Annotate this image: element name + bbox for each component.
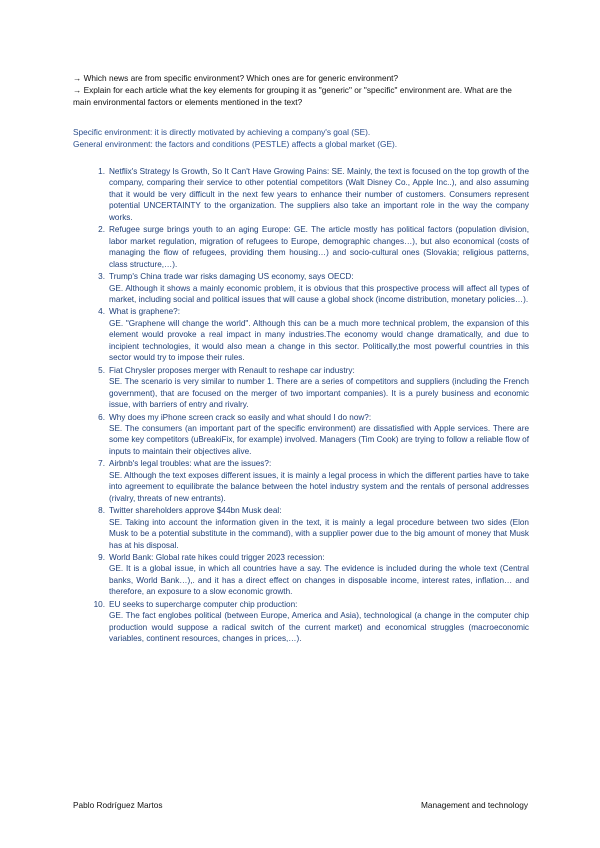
article-headline: EU seeks to supercharge computer chip production:: [109, 599, 298, 609]
list-item: [89, 599, 529, 645]
list-item: [89, 458, 529, 504]
question-1: → Which news are from specific environment? Which ones are for generic environment?: [73, 73, 399, 83]
news-list: [89, 166, 529, 646]
list-item-number: 5.: [98, 365, 105, 375]
list-item-body: [109, 552, 529, 598]
list-item-body: [109, 505, 529, 551]
list-item-number: 4.: [98, 307, 105, 317]
list-item: [89, 365, 529, 411]
definition-specific: Specific environment: it is directly motivated by achieving a company's goal (SE).: [73, 127, 371, 137]
list-item-body: [109, 306, 529, 363]
article-analysis: Netflix's Strategy Is Growth, So It Can't Have Growing Pains: SE. Mainly, the text is focused on the top growth of the company, comparing their service to other potential competitors (Walt Disney Co., Apple Inc..), and also assuming that it would be very difficult in the next few years to enhance their number of customers. Consumers represent potential UNCERTAINTY to the organization. The suppliers also take an important role in the way the company works.: [109, 167, 529, 222]
list-item-number: 6.: [98, 412, 105, 422]
list-item-body: [109, 365, 529, 411]
article-headline: Airbnb's legal troubles: what are the issues?:: [109, 459, 272, 469]
definitions: [73, 126, 529, 150]
list-item: [89, 306, 529, 363]
list-item-body: [109, 599, 529, 645]
footer-course: Management and technology: [420, 800, 528, 810]
list-item-number: 7.: [98, 459, 105, 469]
article-analysis: Refugee surge brings youth to an aging Europe: GE. The article mostly has political factors (population division, labor market regulation, migration of refugees to Europe, demographic changes…), but also economical (costs of managing the flow of refugees, providing them housing…) and socio-cultural ones (Slovakia; religious patterns, class structure,…).: [109, 225, 529, 269]
list-item-body: [109, 166, 529, 223]
article-headline: Why does my iPhone screen crack so easily and what should I do now?:: [109, 412, 372, 422]
list-item: [89, 271, 529, 305]
list-item: [89, 412, 529, 458]
article-analysis: SE. Taking into account the information given in the text, it is mainly a legal procedure between two sides (Elon Musk to be a potential substitute in the command), with a supplier power due to the big amount of money that Musk has at his disposal.: [109, 517, 529, 550]
list-item: [89, 166, 529, 223]
list-item: [89, 552, 529, 598]
list-item-number: 3.: [98, 272, 105, 282]
list-item: [89, 505, 529, 551]
article-headline: Twitter shareholders approve $44bn Musk deal:: [109, 506, 282, 516]
list-item-body: [109, 412, 529, 458]
list-item-body: [109, 224, 529, 270]
list-item-body: [109, 271, 529, 305]
list-item-number: 2.: [98, 225, 105, 235]
article-analysis: GE. "Graphene will change the world". Although this can be a much more technical problem, the expansion of this element would provoke a real impact in many industries.The economy would change dramatically, and due to incipient technologies, it would also mean a change in this sector. Politically,the most powerful countries in this sector would try to impose their rules.: [109, 318, 529, 363]
article-headline: What is graphene?:: [109, 307, 181, 317]
article-analysis: GE. Although it shows a mainly economic problem, it is obvious that this prospective process will affect all types of market, including social and political issues that will cause a global shock (income distribution, monetary policies…).: [109, 283, 529, 304]
intro-questions: [73, 72, 529, 109]
article-analysis: SE. The scenario is very similar to number 1. There are a series of competitors and suppliers (including the French government), that are focused on the merger of two important companies). It is a purely business and economic issue, with barriers of entry and rivalry.: [109, 377, 529, 410]
question-2: → Explain for each article what the key elements for grouping it as "generic" or "specific" environment are. What are the main environmental factors or elements mentioned in the text?: [73, 85, 512, 108]
article-analysis: GE. The fact englobes political (between Europe, America and Asia), technological (a change in the computer chip production would suppose a radical switch of the current market) and economical struggles (macroeconomic variables, continent resources, changes in prices,…).: [109, 611, 529, 644]
list-item: [89, 224, 529, 270]
article-headline: Trump's China trade war risks damaging US economy, says OECD:: [109, 272, 354, 282]
article-analysis: SE. The consumers (an important part of the specific environment) are dissatisfied with Apple services. There are some key competitors (uBreakiFix, for example) involved. Managers (Tim Cook) are trying to follow a reliable flow of inputs to maintain their objectives alive.: [109, 423, 529, 456]
list-item-number: 9.: [98, 552, 105, 562]
definition-general: General environment: the factors and conditions (PESTLE) affects a global market (GE).: [73, 139, 398, 150]
list-item-body: [109, 458, 529, 504]
list-item-number: 8.: [98, 506, 105, 516]
article-headline: World Bank: Global rate hikes could trigger 2023 recession:: [109, 552, 325, 562]
footer-author: Pablo Rodríguez Martos: [73, 800, 163, 810]
article-headline: Fiat Chrysler proposes merger with Renault to reshape car industry:: [109, 365, 355, 375]
article-analysis: GE. It is a global issue, in which all countries have a say. The evidence is included during the whole text (Central banks, World Bank…),. and it has a direct effect on changes in disposable income, interest rates, inflation… and therefore, an exposure to a slow economic growth.: [109, 564, 529, 597]
list-item-number: 10.: [93, 599, 105, 609]
article-analysis: SE. Although the text exposes different issues, it is mainly a legal process in which the different parties have to take into agreement to equilibrate the balance between the hotel industry system and the rentals of personal addresses (rivalry, threats of new entrants).: [109, 470, 529, 503]
list-item-number: 1.: [98, 167, 105, 176]
